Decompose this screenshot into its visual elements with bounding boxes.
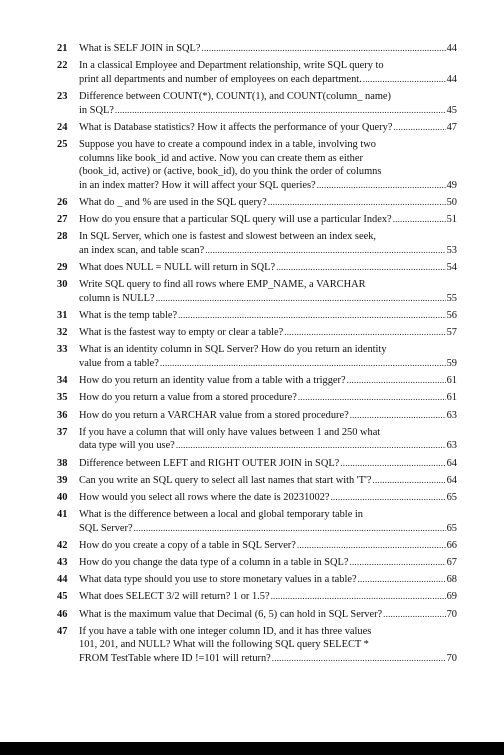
page-number: 64 (446, 474, 457, 486)
dot-leader (272, 652, 446, 666)
dot-leader (276, 261, 445, 275)
page-number: 49 (446, 179, 457, 191)
dot-leader (350, 409, 446, 423)
entry-title-last-line (79, 244, 457, 258)
entry-text (79, 42, 457, 56)
entry-text (79, 573, 457, 587)
entry-text (79, 426, 457, 453)
entry-number: 29 (57, 262, 68, 274)
toc-entry[interactable] (57, 326, 457, 340)
entry-number: 46 (57, 608, 68, 620)
entry-title-line: What does NULL = NULL will return in SQL? (79, 262, 276, 274)
dot-leader (268, 196, 446, 210)
entry-title-line: (book_id, active) or (active, book_id), do you think the order of columns (79, 166, 382, 178)
entry-title-line: print all departments and number of employees on each department. (79, 73, 362, 85)
page-number: 53 (446, 244, 457, 256)
entry-title-line: What data type should you use to store monetary values in a table? (79, 574, 357, 586)
entry-title-line: How do you ensure that a particular SQL query will use a particular Index? (79, 214, 392, 226)
entry-text (79, 213, 457, 227)
entry-number: 21 (57, 43, 68, 54)
entry-text (79, 539, 457, 553)
toc-entry[interactable] (57, 625, 457, 666)
dot-leader (317, 179, 446, 193)
page-number: 55 (446, 292, 457, 304)
entry-title-line: If you have a column that will only have values between 1 and 250 what (79, 426, 381, 438)
entry-number: 35 (57, 392, 68, 404)
dot-leader (134, 522, 446, 536)
entry-text (79, 230, 457, 257)
entry-title-last-line (79, 409, 457, 423)
dot-leader (340, 457, 445, 471)
entry-title-last-line (79, 522, 457, 536)
entry-text (79, 138, 457, 192)
entry-text (79, 309, 457, 323)
table-of-contents (57, 42, 457, 669)
toc-entry[interactable] (57, 343, 457, 370)
toc-entry[interactable] (57, 590, 457, 604)
entry-text (79, 59, 457, 86)
dot-leader (347, 374, 446, 388)
toc-entry[interactable] (57, 391, 457, 405)
entry-text (79, 474, 457, 488)
entry-text (79, 326, 457, 340)
dot-leader (160, 357, 446, 371)
dot-leader (202, 42, 446, 56)
dot-leader (393, 121, 445, 135)
entry-number: 27 (57, 214, 68, 226)
entry-number: 38 (57, 457, 68, 469)
entry-title-last-line (79, 357, 457, 371)
entry-number: 47 (57, 625, 68, 637)
entry-title-line: In a classical Employee and Department relationship, write SQL query to (79, 60, 384, 72)
entry-title-line: What is the fastest way to empty or clear a table? (79, 327, 284, 339)
entry-text (79, 121, 457, 135)
entry-title-line: How do you create a copy of a table in SQL Server? (79, 539, 296, 551)
page-number: 44 (446, 73, 457, 85)
page-number: 63 (446, 409, 457, 421)
page-number: 68 (446, 574, 457, 586)
toc-entry[interactable] (57, 278, 457, 305)
entry-title-last-line (79, 104, 457, 118)
toc-entry[interactable] (57, 138, 457, 192)
dot-leader (297, 539, 446, 553)
entry-text (79, 343, 457, 370)
dot-leader (330, 491, 445, 505)
toc-entry[interactable] (57, 230, 457, 257)
entry-number: 30 (57, 279, 68, 291)
dot-leader (156, 292, 446, 306)
entry-title-line: in an index matter? How it will affect your SQL queries? (79, 179, 316, 191)
entry-number: 39 (57, 474, 68, 486)
entry-title-line: columns like book_id and active. Now you can create them as either (79, 152, 363, 164)
entry-title-line: SQL Server? (79, 522, 133, 534)
entry-title-last-line (79, 391, 457, 405)
entry-title-last-line (79, 590, 457, 604)
entry-number: 24 (57, 121, 68, 133)
entry-number: 23 (57, 90, 68, 102)
toc-entry[interactable] (57, 608, 457, 622)
entry-title-last-line (79, 292, 457, 306)
page-number: 59 (446, 358, 457, 369)
entry-title-line: Write SQL query to find all rows where EMP_NAME, a VARCHAR (79, 279, 366, 291)
toc-entry[interactable] (57, 409, 457, 423)
page-number: 66 (446, 539, 457, 551)
dot-leader (373, 474, 446, 488)
entry-text (79, 608, 457, 622)
entry-text (79, 196, 457, 210)
entry-title-last-line (79, 213, 457, 227)
page-number: 64 (446, 457, 457, 469)
entry-title-line: What is the temp table? (79, 310, 178, 322)
dot-leader (176, 439, 446, 453)
entry-title-last-line (79, 196, 457, 210)
page-number: 63 (446, 440, 457, 452)
entry-number: 26 (57, 196, 68, 208)
toc-entry[interactable] (57, 474, 457, 488)
entry-number: 45 (57, 591, 68, 603)
dot-leader (271, 590, 446, 604)
entry-title-line: If you have a table with one integer column ID, and it has three values (79, 625, 372, 637)
toc-entry[interactable] (57, 539, 457, 553)
entry-title-last-line (79, 556, 457, 570)
page-number: 65 (446, 491, 457, 503)
dot-leader (358, 573, 446, 587)
toc-entry[interactable] (57, 508, 457, 535)
page-number: 44 (446, 43, 457, 54)
entry-title-last-line (79, 309, 457, 323)
dot-leader (298, 391, 446, 405)
entry-text (79, 391, 457, 405)
page-number: 67 (446, 557, 457, 569)
entry-text (79, 625, 457, 666)
entry-number: 28 (57, 231, 68, 243)
entry-number: 34 (57, 375, 68, 387)
dot-leader (383, 608, 445, 622)
dot-leader (350, 556, 446, 570)
toc-entry[interactable] (57, 374, 457, 388)
entry-title-last-line (79, 608, 457, 622)
page-number: 70 (446, 608, 457, 620)
entry-number: 43 (57, 557, 68, 569)
entry-number: 37 (57, 426, 68, 438)
entry-title-line: How do you return a VARCHAR value from a stored procedure? (79, 409, 349, 421)
dot-leader (284, 326, 445, 340)
page-number: 45 (446, 104, 457, 116)
toc-entry[interactable] (57, 556, 457, 570)
entry-title-line: What is Database statistics? How it affects the performance of your Query? (79, 121, 393, 133)
entry-text (79, 457, 457, 471)
toc-entry[interactable] (57, 491, 457, 505)
entry-number: 25 (57, 138, 68, 150)
bottom-bar (0, 742, 504, 755)
entry-number: 31 (57, 310, 68, 322)
page-number: 61 (446, 392, 457, 404)
toc-entry[interactable] (57, 121, 457, 135)
entry-number: 40 (57, 491, 68, 503)
entry-text (79, 508, 457, 535)
entry-title-line: What is the difference between a local and global temporary table in (79, 509, 363, 521)
entry-title-line: How do you return a value from a stored procedure? (79, 392, 297, 404)
entry-title-last-line (79, 42, 457, 56)
toc-entry[interactable] (57, 309, 457, 323)
entry-title-line: What is SELF JOIN in SQL? (79, 43, 201, 54)
dot-leader (205, 244, 445, 258)
entry-text (79, 278, 457, 305)
toc-entry[interactable] (57, 42, 457, 56)
entry-title-line: value from a table? (79, 358, 159, 369)
entry-title-line: in SQL? (79, 104, 114, 116)
dot-leader (115, 104, 446, 118)
entry-title-line: How do you change the data type of a column in a table in SQL? (79, 557, 349, 569)
toc-entry[interactable] (57, 90, 457, 117)
entry-title-line: Difference between COUNT(*), COUNT(1), and COUNT(column_ name) (79, 90, 392, 102)
entry-title-last-line (79, 539, 457, 553)
page-number: 54 (446, 262, 457, 274)
toc-entry[interactable] (57, 196, 457, 210)
toc-entry[interactable] (57, 457, 457, 471)
entry-title-last-line (79, 121, 457, 135)
entry-number: 22 (57, 60, 68, 72)
entry-number: 33 (57, 344, 68, 356)
entry-number: 42 (57, 539, 68, 551)
entry-title-line: Suppose you have to create a compound index in a table, involving two (79, 138, 376, 150)
dot-leader (363, 73, 446, 87)
page-number: 51 (446, 214, 457, 226)
entry-text (79, 590, 457, 604)
entry-title-line: How would you select all rows where the date is 20231002? (79, 491, 330, 503)
toc-entry[interactable] (57, 213, 457, 227)
entry-title-last-line (79, 573, 457, 587)
entry-text (79, 409, 457, 423)
entry-number: 36 (57, 409, 68, 421)
toc-entry[interactable] (57, 573, 457, 587)
dot-leader (393, 213, 446, 227)
entry-title-line: data type will you use? (79, 440, 175, 452)
entry-title-line: FROM TestTable where ID !=101 will return? (79, 653, 271, 664)
entry-title-line: an index scan, and table scan? (79, 244, 205, 256)
entry-title-line: What does SELECT 3/2 will return? 1 or 1.5? (79, 591, 270, 603)
entry-title-line: Difference between LEFT and RIGHT OUTER JOIN in SQL? (79, 457, 340, 469)
entry-text (79, 491, 457, 505)
entry-title-last-line (79, 491, 457, 505)
toc-entry[interactable] (57, 426, 457, 453)
entry-number: 41 (57, 509, 68, 521)
entry-text (79, 261, 457, 275)
entry-title-last-line (79, 652, 457, 666)
entry-title-line: column is NULL? (79, 292, 155, 304)
page-number: 69 (446, 591, 457, 603)
page-number: 61 (446, 375, 457, 387)
entry-text (79, 374, 457, 388)
entry-title-last-line (79, 326, 457, 340)
entry-title-last-line (79, 179, 457, 193)
page-number: 47 (446, 121, 457, 133)
entry-number: 32 (57, 327, 68, 339)
entry-title-last-line (79, 73, 457, 87)
entry-title-line: In SQL Server, which one is fastest and slowest between an index seek, (79, 231, 376, 243)
toc-entry[interactable] (57, 261, 457, 275)
entry-title-line: What is the maximum value that Decimal (6, 5) can hold in SQL Server? (79, 608, 383, 620)
page-number: 70 (446, 653, 457, 664)
entry-text (79, 556, 457, 570)
entry-title-last-line (79, 374, 457, 388)
entry-title-line: 101, 201, and NULL? What will the following SQL query SELECT * (79, 639, 369, 651)
entry-title-last-line (79, 457, 457, 471)
entry-title-line: What is an identity column in SQL Server? How do you return an identity (79, 344, 387, 356)
entry-title-last-line (79, 474, 457, 488)
page-number: 65 (446, 522, 457, 534)
toc-entry[interactable] (57, 59, 457, 86)
page-number: 56 (446, 310, 457, 322)
page-number: 50 (446, 196, 457, 208)
entry-title-line: What do _ and % are used in the SQL query? (79, 196, 267, 208)
dot-leader (178, 309, 446, 323)
entry-title-line: Can you write an SQL query to select all last names that start with 'T'? (79, 474, 372, 486)
entry-title-last-line (79, 261, 457, 275)
entry-title-line: How do you return an identity value from a table with a trigger? (79, 375, 346, 387)
page-number: 57 (446, 327, 457, 339)
entry-text (79, 90, 457, 117)
entry-number: 44 (57, 574, 68, 586)
entry-title-last-line (79, 439, 457, 453)
